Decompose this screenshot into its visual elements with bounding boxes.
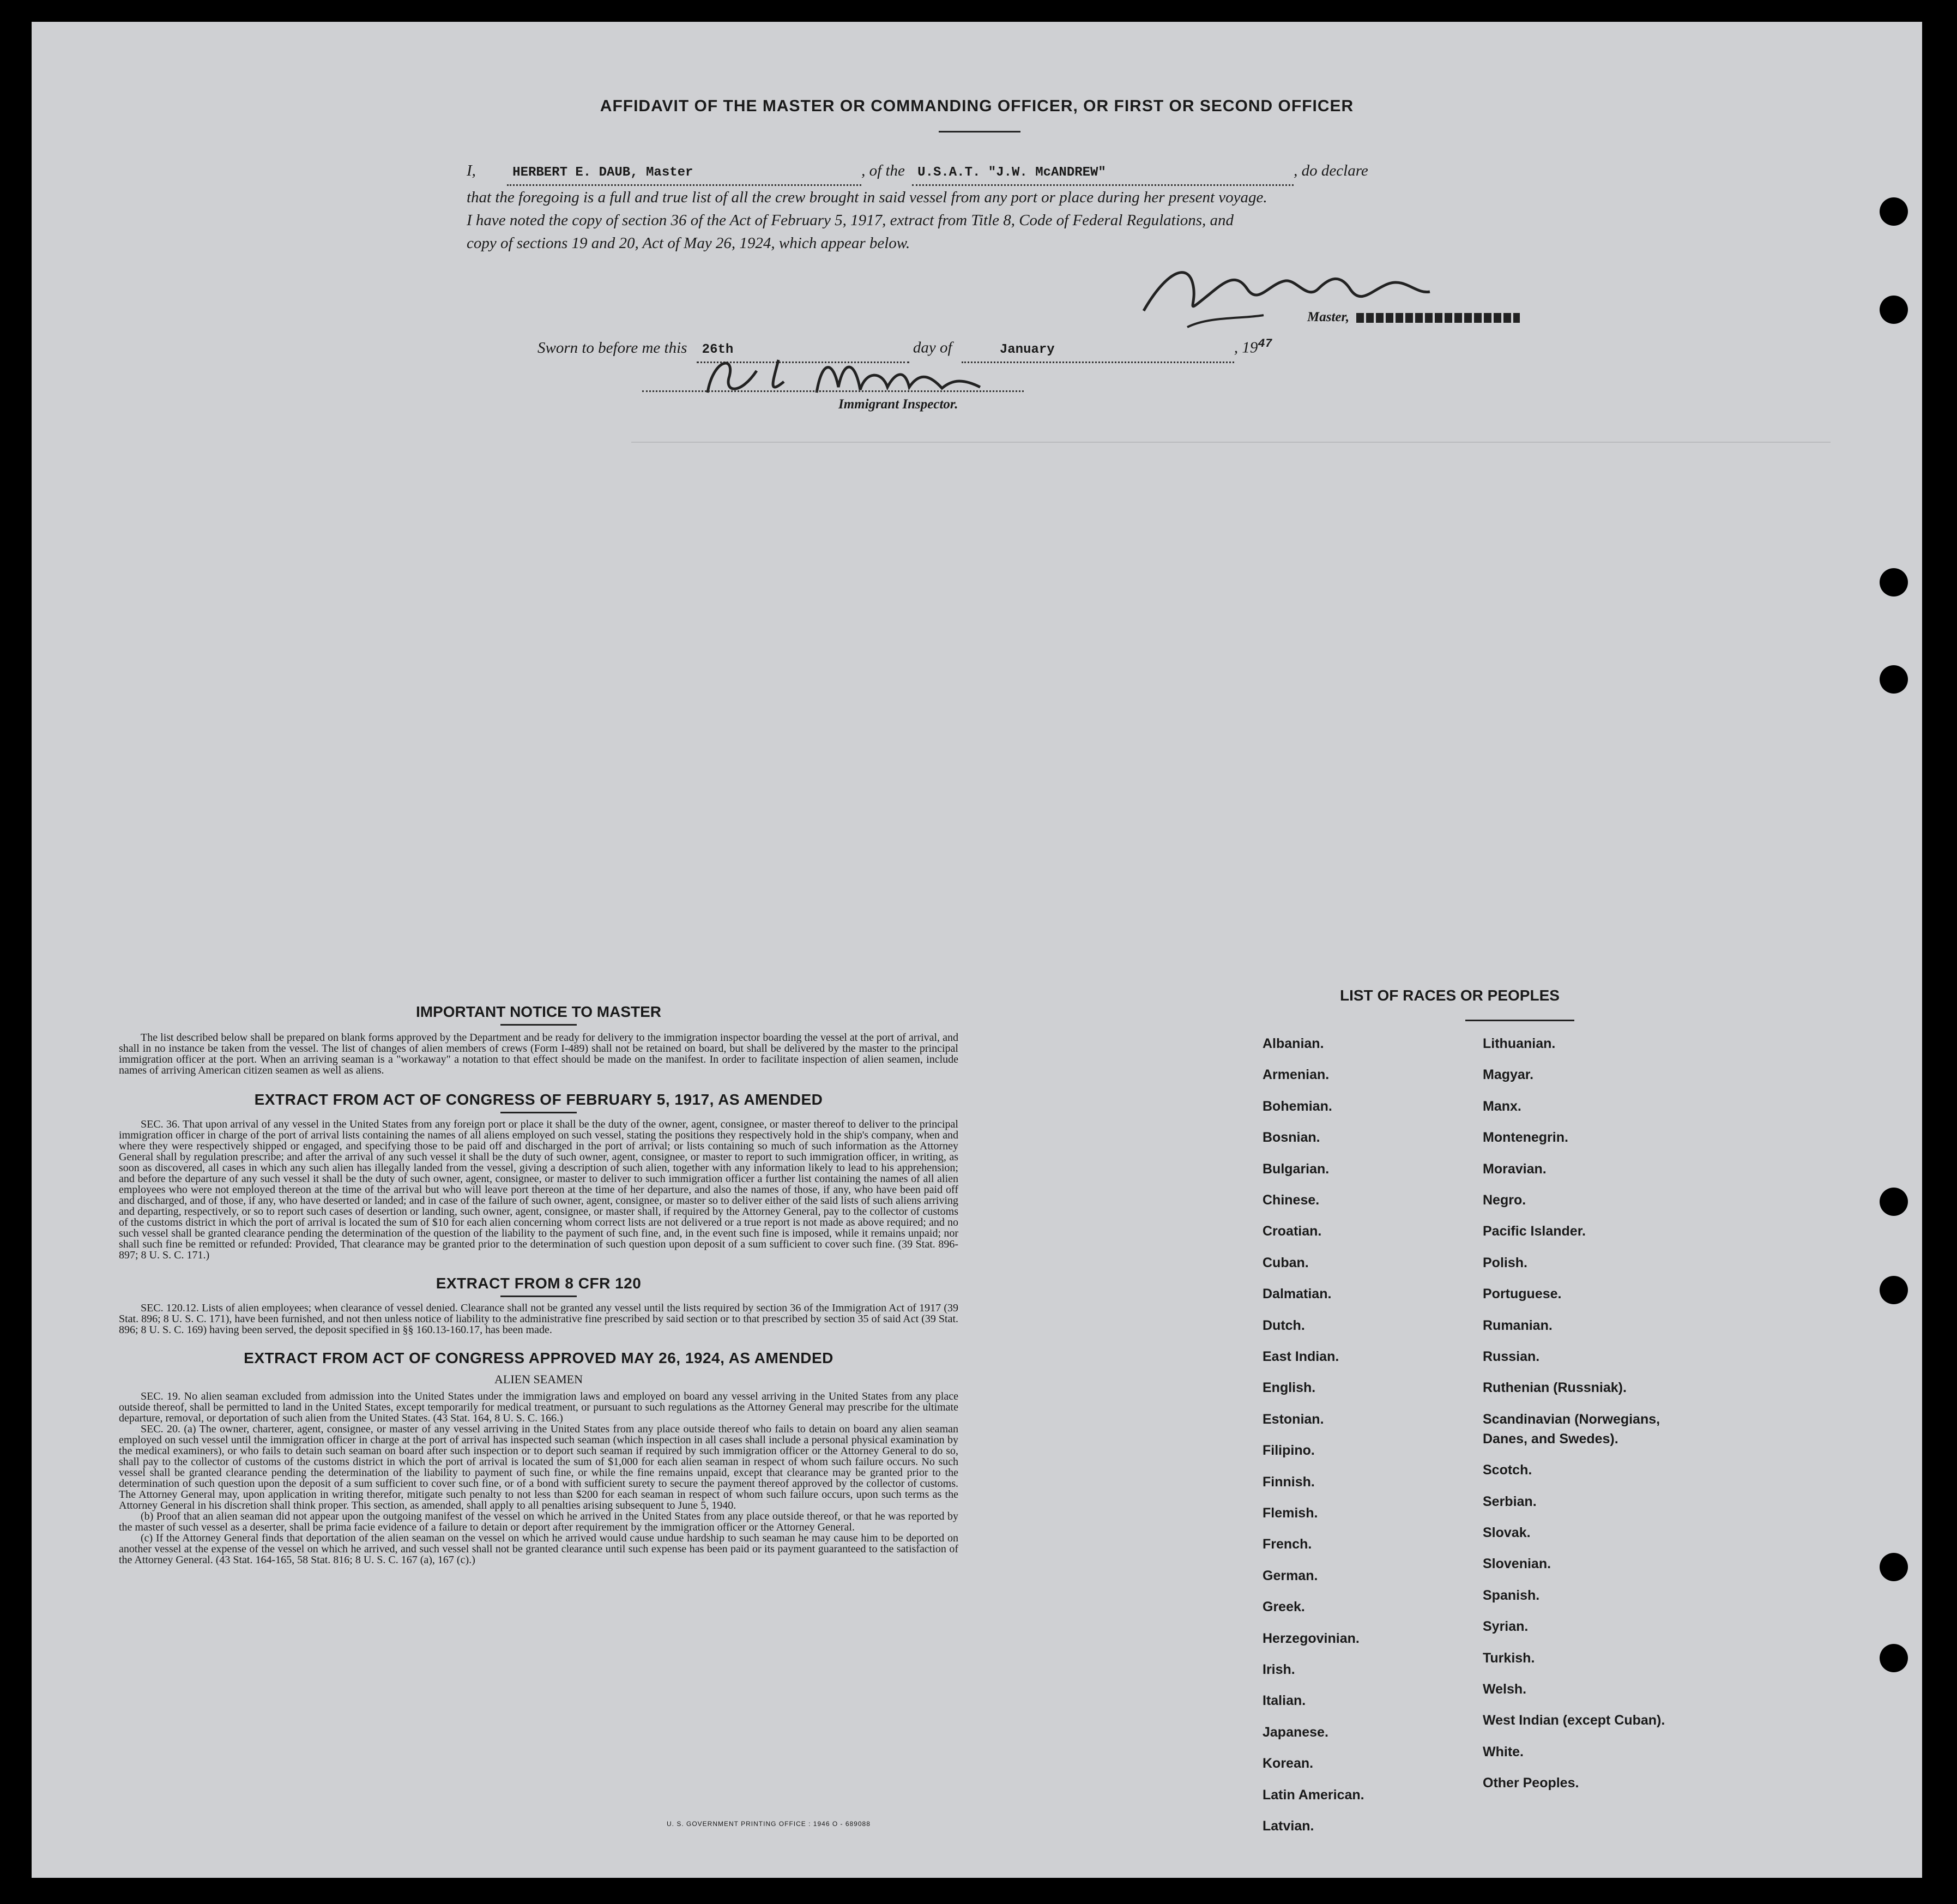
race-item: West Indian (except Cuban). — [1483, 1713, 1665, 1728]
notice-paragraph: The list described below shall be prepared on blank forms approved by the Department and be ready for delivery to the immigration inspector boarding the vessel at the port of arrival, and shall in no instance be taken from the vessel. The list of changes of alien members of crews (Form I-489) shall not be retained on board, but shall be delivered by the master to the principal immigration officer at the port. When an arriving seaman is a "workaway" a notation to that effect should be made on the manifest. In order to facilitate inspection of alien seamen, include names of arriving American citizen seamen as well as aliens. — [119, 1032, 958, 1076]
race-item: Portuguese. — [1483, 1286, 1562, 1302]
binder-hole — [1880, 197, 1908, 226]
race-item: English. — [1263, 1380, 1316, 1396]
sec20a-paragraph: SEC. 20. (a) The owner, charterer, agent, consignee, or master of any vessel arriving in the United States from any place outside thereof who fails to detain on board any alien seaman employed on such vessel until the immigration officer in charge at the port of arrival has inspected such seaman (which inspection in all cases shall include a personal physical examination by the medical examiners), or who fails to detain such seaman on board after such inspection or to deport such seaman if required by such immigration officer or the Attorney General to do so, shall pay to the collector of customs of the customs district in which the port of arrival is located the sum of $1,000 for each alien seaman in respect of whom such failure occurs. No such vessel shall be granted clearance pending the determination of the liability to payment of such fine, or while the fine remains unpaid, except that clearance may be granted prior to the determination of such question upon the deposit of a sum sufficient to cover such fine, or of a bond with sufficient surety to secure the payment thereof approved by the collector of customs. The Attorney General may, upon application in writing therefor, mitigate such penalty to not less than $200 for each seaman in respect of whom such failure occurs, upon such terms as the Attorney General in his discretion shall think proper. This section, as amended, shall apply to all penalties arising subsequent to June 5, 1940. — [119, 1423, 958, 1511]
race-item: Pacific Islander. — [1483, 1224, 1586, 1239]
sec36-paragraph: SEC. 36. That upon arrival of any vessel in the United States from any foreign port or place it shall be the duty of the owner, agent, consignee, or master thereof to deliver to the principal immigration officer in charge of the port of arrival lists containing the names of all aliens employed on such vessel, stating the positions they respectively hold in the ship's company, when and where they were respectively shipped or engaged, and specifying those to be paid off and discharged in the port of arrival; or lists containing so much of such information as the Attorney General shall by regulation prescribe; and after the arrival of any such vessel it shall be the duty of such owner, agent, consignee, or master to report to such immigration officer, in writing, as soon as discovered, all cases in which any such alien has illegally landed from the vessel, giving a description of such alien, together with any information likely to lead to his apprehension; and before the departure of any such vessel it shall be the duty of such owner, agent, consignee, or master to deliver to such immigration officer a further list containing the names of all alien employees who were not employed thereon at the time of the arrival but who will leave port thereon at the time of her departure, and also the names of those, if any, who have been paid off and discharged, and of those, if any, who have deserted or landed; and in case of the failure of such owner, agent, consignee, or master so to deliver either of the said lists of such aliens arriving and departing, respectively, or so to report such cases of desertion or landing, such owner, agent, consignee, or master shall, if required by the Attorney General, pay to the collector of customs of the customs district in which the port of arrival is located the sum of $10 for each alien concerning whom correct lists are not delivered or a true report is not made as above required; and no such vessel shall be granted clearance pending the determination of the question of the liability to the payment of such fine, and, in the event such fine is imposed, while it remains unpaid; nor shall such fine be remitted or refunded: Provided, That clearance may be granted prior to the determination of such question upon deposit of a sum sufficient to cover such fine. (39 Stat. 896-897; 8 U. S. C. 171.) — [119, 1118, 958, 1261]
race-item: Rumanian. — [1483, 1317, 1553, 1333]
race-item: Latvian. — [1263, 1818, 1314, 1834]
race-item: Montenegrin. — [1483, 1130, 1568, 1146]
race-item: Slovenian. — [1483, 1556, 1551, 1572]
races-left-column — [1263, 1036, 1470, 1834]
race-item: Magyar. — [1483, 1067, 1534, 1083]
race-item: Herzegovinian. — [1263, 1630, 1360, 1646]
extract-1924-text — [119, 1391, 958, 1565]
master-name-field: HERBERT E. DAUB, Master — [507, 161, 861, 186]
race-item: Welsh. — [1483, 1682, 1527, 1697]
race-item: Chinese. — [1263, 1192, 1320, 1208]
declaration-line-1 — [467, 159, 1557, 186]
race-item: Manx. — [1483, 1098, 1521, 1114]
race-item: Croatian. — [1263, 1224, 1322, 1239]
race-item: Spanish. — [1483, 1587, 1540, 1603]
race-item: East Indian. — [1263, 1349, 1339, 1364]
cfr-title: EXTRACT FROM 8 CFR 120 — [436, 1275, 642, 1292]
extract-1917-text — [119, 1119, 958, 1261]
races-rule — [1465, 1020, 1574, 1021]
master-label: Master, — [1307, 310, 1350, 324]
notice-text — [119, 1032, 958, 1076]
race-item: Scandinavian (Norwegians, — [1483, 1411, 1660, 1427]
races-right-column — [1483, 1036, 1788, 1827]
race-item: Latin American. — [1263, 1787, 1364, 1803]
binder-hole — [1880, 1276, 1908, 1304]
notice-title: IMPORTANT NOTICE TO MASTER — [415, 1003, 662, 1020]
race-item: White. — [1483, 1744, 1524, 1760]
manifest-page — [32, 22, 1922, 1878]
title-rule — [939, 131, 1020, 132]
race-item: Korean. — [1263, 1756, 1314, 1772]
extract-1924-title: EXTRACT FROM ACT OF CONGRESS APPROVED MAY 26, 1924, AS AMENDED — [244, 1349, 833, 1366]
race-item: Polish. — [1483, 1255, 1527, 1270]
declaration-line-2: that the foregoing is a full and true list of all the crew brought in said vessel from any port or place during her present voyage. — [467, 189, 1267, 206]
race-item: German. — [1263, 1568, 1318, 1583]
binder-hole — [1880, 1188, 1908, 1216]
cfr-text — [119, 1303, 958, 1335]
year-prefix: , 19 — [1234, 339, 1258, 357]
affidavit-title: AFFIDAVIT OF THE MASTER OR COMMANDING OFFICER, OR FIRST OR SECOND OFFICER — [600, 97, 1354, 115]
do-declare-label: , do declare — [1294, 162, 1368, 179]
race-item: Albanian. — [1263, 1036, 1324, 1051]
of-the-label: , of the — [861, 162, 905, 179]
extract-1917-rule — [500, 1112, 577, 1113]
day-of-label: day of — [913, 339, 952, 357]
declaration-line-4: copy of sections 19 and 20, Act of May 26, 1924, which appear below. — [467, 234, 910, 252]
month-field: January — [962, 339, 1234, 363]
extract-1917-title: EXTRACT FROM ACT OF CONGRESS OF FEBRUARY 5, 1917, AS AMENDED — [254, 1091, 823, 1108]
races-title: LIST OF RACES OR PEOPLES — [1340, 987, 1560, 1004]
sec20c-paragraph: (c) If the Attorney General finds that deportation of the alien seaman on the vessel on which he arrived would cause undue hardship to such seaman he may cause him to be deported on another vessel at the expense of the vessel on which he arrived, and such vessel shall not be granted clearance until such expense has been paid or its payment guaranteed to the satisfaction of the Attorney General. (43 Stat. 164-165, 58 Stat. 816; 8 U. S. C. 167 (a), 167 (c).) — [119, 1532, 958, 1566]
race-item: Danes, and Swedes). — [1483, 1431, 1618, 1447]
sworn-line — [467, 333, 1557, 363]
sworn-label: Sworn to before me this — [537, 339, 687, 357]
struck-title — [1356, 313, 1520, 323]
race-item: Finnish. — [1263, 1474, 1315, 1490]
race-item: Scotch. — [1483, 1462, 1532, 1478]
declaration — [467, 159, 1557, 255]
race-item: Japanese. — [1263, 1724, 1328, 1740]
sec20b-paragraph: (b) Proof that an alien seaman did not appear upon the outgoing manifest of the vessel on which he arrived in the United States from any place outside thereof, or that he was reported by the master of such vessel as a deserter, shall be prima facie evidence of a failure to detain or deport after requirement by the immigration officer or the Attorney General. — [119, 1510, 958, 1533]
alien-seamen-subtitle: ALIEN SEAMEN — [494, 1372, 583, 1386]
inspector-line — [642, 390, 1024, 392]
race-item: Armenian. — [1263, 1067, 1330, 1083]
sec120-paragraph: SEC. 120.12. Lists of alien employees; when clearance of vessel denied. Clearance shall not be granted any vessel until the lists required by section 36 of the Immigration Act of 1917 (39 Stat. 896; 8 U. S. C. 171), have been furnished, and not then unless notice of liability to the administrative fine prescribed by said section or to that prescribed by section 35 of said Act (39 Stat. 896; 8 U. S. C. 169) having been served, the deposit specified in §§ 160.13-160.17, has been made. — [119, 1302, 958, 1336]
day-field: 26th — [697, 339, 909, 363]
race-item: Dalmatian. — [1263, 1286, 1332, 1302]
notice-rule — [500, 1024, 577, 1026]
race-item: Irish. — [1263, 1662, 1295, 1677]
binder-hole — [1880, 1644, 1908, 1672]
race-item: Italian. — [1263, 1693, 1306, 1709]
race-item: Other Peoples. — [1483, 1775, 1579, 1791]
i-label: I, — [467, 162, 476, 179]
legal-text-block — [119, 1003, 958, 1565]
race-item: Ruthenian (Russniak). — [1483, 1380, 1627, 1396]
binder-hole — [1880, 296, 1908, 324]
race-item: Bosnian. — [1263, 1130, 1320, 1146]
master-signature — [1133, 251, 1438, 338]
cfr-rule — [500, 1296, 577, 1297]
race-item: Slovak. — [1483, 1525, 1531, 1540]
race-item: Filipino. — [1263, 1443, 1315, 1459]
race-item: Russian. — [1483, 1349, 1540, 1364]
sec19-paragraph: SEC. 19. No alien seaman excluded from admission into the United States under the immigration laws and employed on board any vessel arriving in the United States from any place outside thereof, shall be permitted to land in the United States, except temporarily for medical treatment, or pursuant to such regulations as the Attorney General may prescribe for the ultimate departure, removal, or deportation of such alien from the United States. (43 Stat. 164, 8 U. S. C. 166.) — [119, 1390, 958, 1424]
race-item: Bulgarian. — [1263, 1161, 1330, 1177]
binder-hole — [1880, 1553, 1908, 1581]
race-item: Estonian. — [1263, 1411, 1324, 1427]
race-item: Flemish. — [1263, 1505, 1318, 1521]
race-item: Serbian. — [1483, 1493, 1537, 1509]
bleed-through-area — [631, 442, 1831, 988]
inspector-signature — [691, 349, 996, 403]
race-item: French. — [1263, 1537, 1312, 1552]
inspector-label: Immigrant Inspector. — [838, 397, 958, 412]
race-item: Dutch. — [1263, 1317, 1305, 1333]
declaration-line-3: I have noted the copy of section 36 of the Act of February 5, 1917, extract from Title 8, Code of Federal Regulations, and — [467, 212, 1234, 229]
race-item: Cuban. — [1263, 1255, 1309, 1270]
race-item: Bohemian. — [1263, 1098, 1332, 1114]
race-item: Turkish. — [1483, 1650, 1535, 1666]
gpo-imprint: U. S. GOVERNMENT PRINTING OFFICE : 1946 O - 689088 — [667, 1820, 871, 1828]
binder-hole — [1880, 665, 1908, 694]
race-item: Syrian. — [1483, 1619, 1529, 1635]
race-item: Moravian. — [1483, 1161, 1547, 1177]
binder-hole — [1880, 568, 1908, 596]
race-item: Lithuanian. — [1483, 1036, 1556, 1051]
race-item: Negro. — [1483, 1192, 1526, 1208]
race-item: Greek. — [1263, 1599, 1305, 1615]
vessel-name-field: U.S.A.T. "J.W. McANDREW" — [912, 161, 1294, 186]
year-field: 47 — [1258, 337, 1272, 351]
